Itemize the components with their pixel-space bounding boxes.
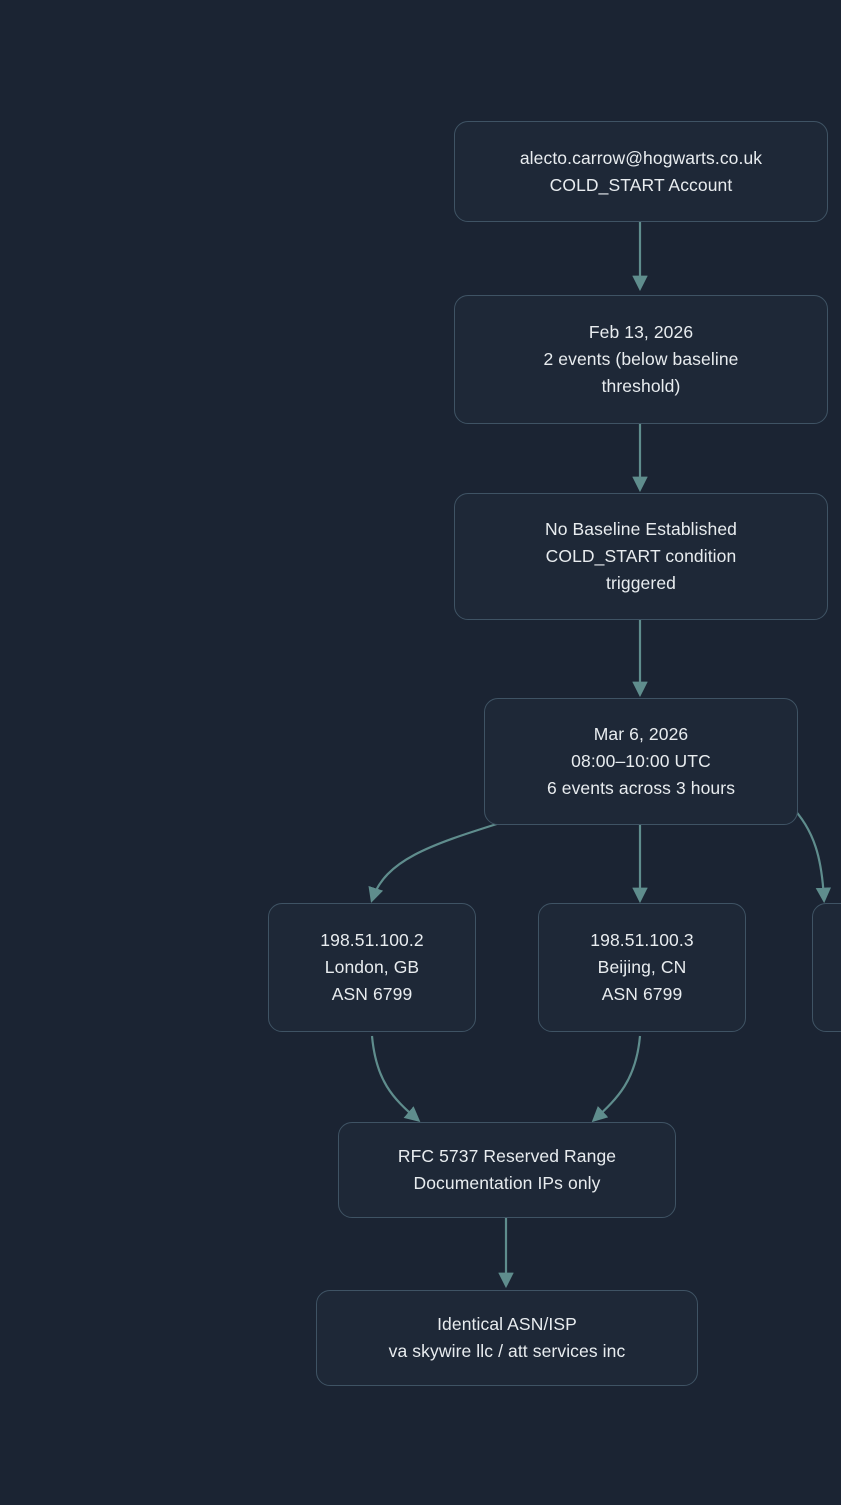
- node-rfc: [338, 1122, 676, 1218]
- node-mar6-line-3: 6 events across 3 hours: [546, 778, 736, 798]
- node-ip-beijing-line-3: ASN 6799: [601, 984, 683, 1004]
- node-ip-beijing: [538, 903, 746, 1032]
- node-no-baseline-line-2: COLD_START condition: [545, 546, 737, 566]
- node-mar6-line-1: Mar 6, 2026: [593, 724, 689, 744]
- node-asn-line-1: Identical ASN/ISP: [437, 1314, 577, 1334]
- node-mar6: [484, 698, 798, 825]
- node-ip-london-line-1: 198.51.100.2: [320, 930, 424, 950]
- node-feb13-line-1: Feb 13, 2026: [588, 322, 694, 342]
- node-ip-third: [812, 903, 841, 1032]
- node-rfc-line-1: RFC 5737 Reserved Range: [397, 1146, 617, 1166]
- node-no-baseline-line-1: No Baseline Established: [545, 519, 737, 539]
- node-mar6-line-2: 08:00–10:00 UTC: [571, 751, 711, 771]
- node-rfc-line-2: Documentation IPs only: [413, 1173, 601, 1193]
- node-ip-london: [268, 903, 476, 1032]
- node-asn: [316, 1290, 698, 1386]
- node-feb13: [454, 295, 828, 424]
- node-feb13-line-3: threshold): [601, 376, 681, 396]
- edge-mar6-to-london: [372, 823, 500, 900]
- edge-london-to-rfc: [372, 1036, 418, 1120]
- node-ip-beijing-line-2: Beijing, CN: [597, 957, 687, 977]
- node-ip-beijing-line-1: 198.51.100.3: [590, 930, 694, 950]
- node-account-line-1: alecto.carrow@hogwarts.co.uk: [519, 147, 763, 168]
- node-asn-line-2: va skywire llc / att services inc: [388, 1341, 626, 1361]
- node-no-baseline-line-3: triggered: [606, 573, 676, 593]
- node-account: [454, 121, 828, 222]
- node-feb13-line-2: 2 events (below baseline: [543, 349, 739, 369]
- node-no-baseline: [454, 493, 828, 620]
- edge-beijing-to-rfc: [594, 1036, 640, 1120]
- node-account-line-2: COLD_START Account: [549, 174, 733, 195]
- node-ip-london-line-2: London, GB: [324, 957, 420, 977]
- node-ip-london-line-3: ASN 6799: [331, 984, 413, 1004]
